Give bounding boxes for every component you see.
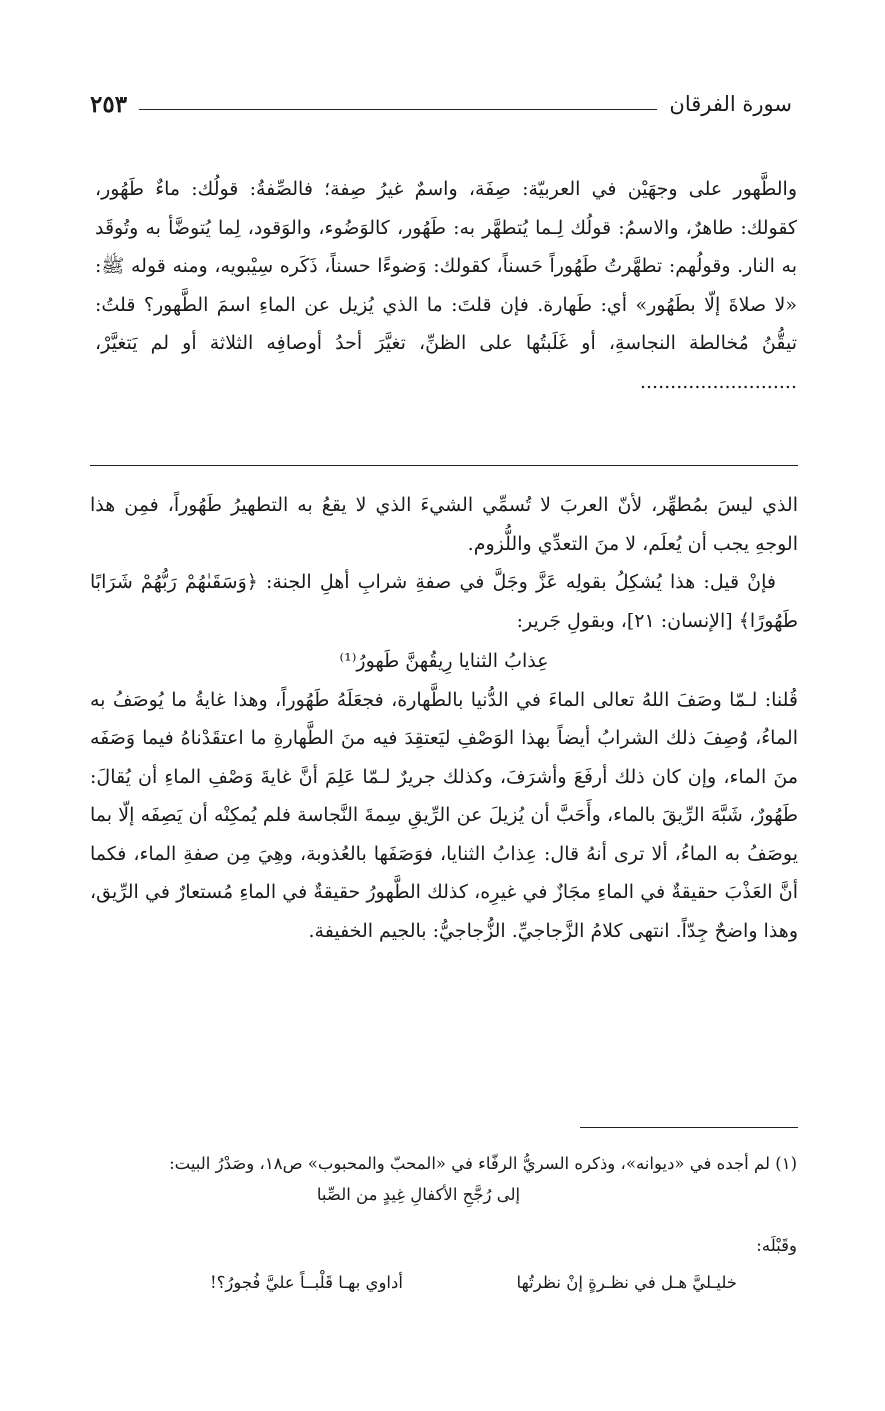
poetry-verse: عِذابُ الثنايا رِيقُهنَّ طَهورُ⁽¹⁾	[339, 650, 549, 672]
upper-text-block	[95, 170, 797, 401]
couplet-second-hemistich: أداوي بهـا قَلْبــاً عليَّ فُجورُ؟!	[210, 1273, 403, 1292]
couplet-first-hemistich: خليـليَّ هـل في نظـرةٍ إنْ نظرتُها	[516, 1273, 737, 1292]
upper-paragraph: والطَّهور على وجهَيْن في العربيّة: صِفَة، واسمٌ غيرُ صِفة؛ فالصِّفةُ: قولُك: ماءٌ طَهُور، كقولك: طاهرٌ، والاسمُ: قولُك لِـما يُتطهَّر به: طَهُور، كالوَضُوء، والوَقود، لِما يُتوضَّأ به وتُوقَد به النار. وقولُهم: تطهَّرتُ طَهُوراً حَسناً، كقولك: وَضوءًا حسناً، ذَكَره سِيْبويه، ومنه قوله ﷺ: «لا صلاةَ إلّا بطَهُور» أي: طَهارة. فإن قلتَ: ما الذي يُزيل عن الماءِ اسمَ الطَّهور؟ قلتُ: تيقُّنُ مُخالطة النجاسةِ، أو غَلَبتُها على الظنِّ، تغيَّرَ أحدُ أوصافِه الثلاثة أو لم يَتغيَّرْ، ..........................	[95, 178, 797, 393]
footnote-line: (١) لم أجده في «ديوانه»، وذكره السريُّ الرفّاء في «المحبّ والمحبوب» ص١٨، وصَدْرُ البيت:	[169, 1154, 797, 1173]
footnote-couplet	[100, 1261, 797, 1298]
main-paragraph-2: فإنْ قيل: هذا يُشكِلُ بقولِه عَزَّ وجَلَّ في صفةِ شرابِ أهلِ الجنة: ﴿وَسَقَىٰهُمْ رَبُّهُمْ شَرَابًا طَهُورًا﴾ [الإنسان: ٢١]، وبقولِ جَرير:	[90, 571, 798, 632]
header-rule	[139, 109, 657, 110]
footnote-block	[100, 1148, 797, 1298]
running-header	[90, 84, 792, 124]
main-paragraph-3: قُلنا: لـمّا وصَفَ اللهُ تعالى الماءَ في الدُّنيا بالطَّهارة، فجعَلَهُ طَهُوراً، وهذا غايةُ ما يُوصَفُ به الماءُ، وُصِفَ ذلك الشرابُ أيضاً بهذا الوَصْفِ ليَعتقِدَ فيه منَ الطَّهارةِ ما اعتقَدْناهُ فيما وَصَفَه منَ الماء، وإن كان ذلك أرفَعَ وأشرَفَ، وكذلك جريرٌ لـمّا عَلِمَ أنَّ غايةَ وَصْفِ الماءِ أن يُقالَ: طَهُورٌ، شَبَّهَ الرِّيقَ بالماء، وأَحَبَّ أن يُزيلَ عن الرِّيقِ سِمةَ النَّجاسة فلم يُمكِنْه أن يَصِفَه إلّا بما يوصَفُ به الماءُ، ألا ترى أنهُ قال: عِذابُ الثنايا، فوَصَفَها بالعُذوبة، وهِيَ مِن صفةِ الماء، فكما أنَّ العَذْبَ حقيقةٌ في الماءِ مجَازٌ في غيرِه، كذلك الطَّهورُ حقيقةٌ في الماءِ مُستعارٌ في الرِّيق، وهذا واضحٌ جِدّاً. انتهى كلامُ الزَّجاجيِّ. الزُّجاجيُّ: بالجيم الخفيفة.	[90, 688, 798, 942]
footnote-rule	[580, 1127, 798, 1128]
main-paragraph-1: الذي ليسَ بمُطهِّر، لأنّ العربَ لا تُسمِّي الشيءَ الذي لا يقعُ به التطهيرُ طَهُوراً، فمِن هذا الوجهِ يجب أن يُعلَم، لا منَ التعدِّي واللُّزوم.	[90, 494, 798, 555]
footnote-qablahu: وقَبْلَه:	[756, 1236, 797, 1255]
footnote-verse: إلى رُجَّحِ الأكفالِ غِيدٍ من الصِّبا	[316, 1185, 521, 1204]
main-text-block	[90, 486, 798, 950]
section-divider	[90, 465, 798, 466]
page-number: ٢٥٣	[90, 90, 128, 118]
surah-title: سورة الفرقان	[669, 92, 792, 116]
